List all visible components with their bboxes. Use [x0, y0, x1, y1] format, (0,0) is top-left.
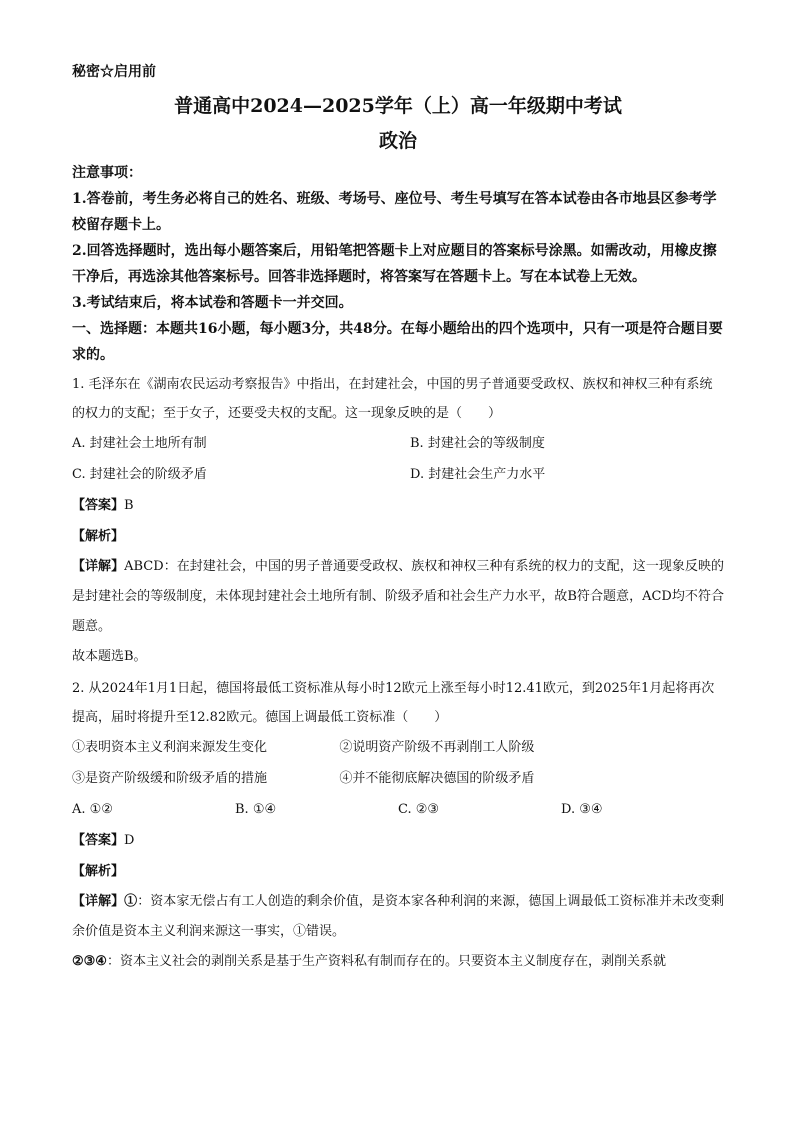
option-d: D. 封建社会生产力水平 — [410, 467, 546, 482]
statement-4: ④并不能彻底解决德国的阶级矛盾 — [339, 771, 535, 786]
statement-3: ③是资产阶级缓和阶级矛盾的措施 — [72, 771, 268, 786]
detail-mark: ②③④ — [72, 954, 107, 969]
answer-label: 【答案】 — [72, 498, 125, 513]
detail-text: ：资本主义社会的剥削关系是基于生产资料私有制而存在的。只要资本主义制度存在，剥削关系就 — [106, 954, 666, 969]
option-a: A. ①② — [72, 802, 113, 817]
option-a: A. 封建社会土地所有制 — [72, 436, 207, 451]
question-stem: 1. 毛泽东在《湖南农民运动考察报告》中指出，在封建社会，中国的男子普通要受政权、族权和神权三种有系统的权力的支配；至于女子，还要受夫权的支配。这一现象反映的是（ ） — [72, 377, 713, 421]
option-c: C. ②③ — [398, 802, 440, 817]
answer-label: 【答案】 — [72, 833, 125, 848]
instruction-item: 3.考试结束后，将本试卷和答题卡一并交回。 — [72, 295, 353, 311]
answer-line — [72, 825, 724, 856]
instruction-item: 2.回答选择题时，选出每小题答案后，用铅笔把答题卡上对应题目的答案标号涂黑。如需改动，用橡皮擦干净后，再选涂其他答案标号。回答非选择题时，将答案写在答题卡上。写在本试卷上无效。 — [72, 243, 717, 285]
analysis-label: 【解析】 — [72, 864, 125, 879]
option-b: B. ①④ — [235, 802, 277, 817]
question-options — [72, 794, 724, 825]
detail-paragraph — [72, 552, 724, 642]
statement-1: ①表明资本主义利润来源发生变化 — [72, 740, 268, 755]
secret-marker: 秘密☆启用前 — [72, 64, 156, 80]
option-b: B. 封建社会的等级制度 — [410, 436, 545, 451]
detail-paragraph — [72, 947, 724, 977]
detail-text: ABCD：在封建社会，中国的男子普通要受政权、族权和神权三种有系统的权力的支配，这一现象反映的是封建社会的等级制度，未体现封建社会土地所有制、阶级矛盾和社会生产力水平，故B符合题意，ACD均不符合题意。 — [72, 559, 724, 634]
detail-label: 【详解】 — [72, 894, 125, 909]
exam-page — [72, 62, 724, 977]
detail-mark: ① — [124, 894, 138, 909]
option-c: C. 封建社会的阶级矛盾 — [72, 467, 207, 482]
detail-paragraph — [72, 887, 724, 947]
statement-2: ②说明资产阶级不再剥削工人阶级 — [339, 740, 535, 755]
option-d: D. ③④ — [561, 802, 603, 817]
instructions — [72, 160, 724, 368]
answer-value: B — [124, 498, 134, 513]
question-options — [72, 428, 724, 490]
subject-title: 政治 — [378, 130, 417, 152]
answer-value: D — [124, 833, 135, 848]
conclusion: 故本题选B。 — [72, 649, 147, 664]
instruction-item: 1.答卷前，考生务必将自己的姓名、班级、考场号、座位号、考生号填写在答本试卷由各市地县区参考学校留存题卡上。 — [72, 191, 717, 233]
question-2 — [72, 674, 724, 977]
question-stem: 2. 从2024年1月1日起，德国将最低工资标准从每小时12欧元上涨至每小时12.41欧元，到2025年1月起将再次提高，届时将提升至12.82欧元。德国上调最低工资标准（ ） — [72, 681, 715, 725]
exam-title: 普通高中2024—2025学年（上）高一年级期中考试 — [174, 95, 622, 117]
detail-text: ：资本家无偿占有工人创造的剩余价值，是资本家各种利润的来源，德国上调最低工资标准并未改变剩余价值是资本主义利润来源这一事实，①错误。 — [72, 894, 724, 939]
answer-line — [72, 490, 724, 521]
analysis-label: 【解析】 — [72, 529, 125, 544]
detail-label: 【详解】 — [72, 559, 125, 574]
section-heading: 一、选择题：本题共16小题，每小题3分，共48分。在每小题给出的四个选项中，只有一项是符合题目要求的。 — [72, 321, 723, 363]
instructions-heading: 注意事项： — [72, 165, 142, 181]
question-statements — [72, 732, 724, 794]
question-1 — [72, 370, 724, 672]
